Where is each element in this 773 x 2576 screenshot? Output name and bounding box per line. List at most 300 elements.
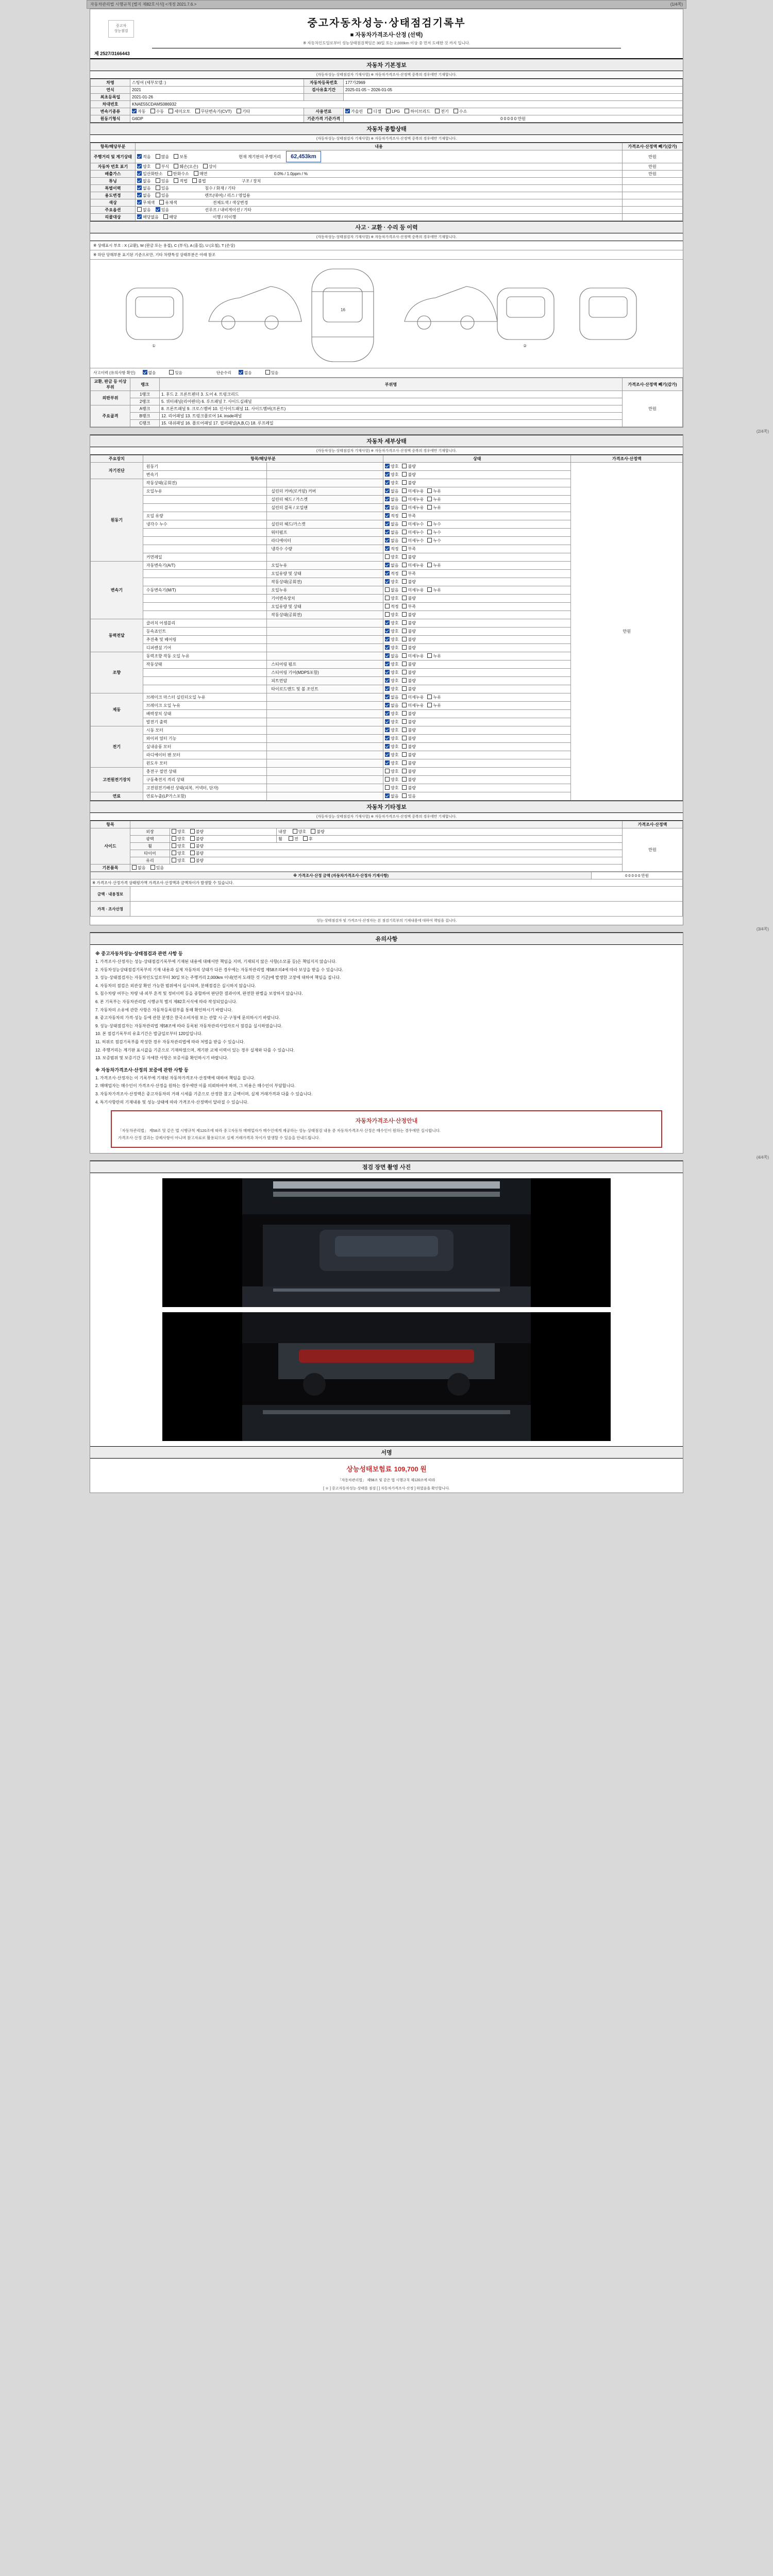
detail-group-8: 연료 (91, 792, 143, 801)
detail-subitem: 스티어링 펌프 (267, 660, 383, 669)
checkbox-icon[interactable] (402, 645, 407, 650)
etc-ext-good[interactable]: 양호 (172, 829, 185, 834)
mileage-opt-low[interactable]: 적음 (137, 155, 150, 159)
checkbox-icon[interactable] (402, 777, 407, 782)
checkbox-icon[interactable] (402, 653, 407, 658)
detail-option[interactable] (385, 761, 398, 766)
etc-wheel-rear[interactable]: 후 (303, 837, 313, 841)
fuel-option-gasoline[interactable]: 가솔린 (345, 109, 363, 114)
detail-option[interactable] (385, 654, 398, 658)
plate-opt-rust[interactable]: 부식 (156, 164, 169, 169)
detail-option-label: 누유 (433, 505, 441, 510)
detail-option[interactable] (385, 505, 398, 510)
checkbox-icon[interactable] (402, 760, 407, 765)
detail-option[interactable] (402, 744, 415, 749)
fuel-option-hydrogen[interactable]: 수소 (453, 109, 467, 114)
detail-option[interactable] (385, 662, 398, 667)
checkbox-icon[interactable] (385, 497, 390, 501)
detail-option[interactable] (385, 472, 398, 477)
detail-option[interactable] (402, 629, 415, 634)
detail-option[interactable] (385, 514, 398, 518)
detail-option[interactable] (402, 736, 415, 741)
checkbox-icon[interactable] (385, 678, 390, 683)
plate-opt-different[interactable]: 상이 (203, 164, 216, 169)
table-row (91, 214, 683, 221)
checkbox-icon[interactable] (385, 596, 390, 600)
detail-option[interactable] (402, 786, 415, 790)
tuning-opt-legal[interactable]: 적법 (174, 179, 187, 183)
special-opt-yes[interactable]: 있음 (156, 186, 169, 191)
detail-option[interactable] (427, 588, 441, 592)
checkbox-icon[interactable] (427, 653, 432, 658)
price-row-label-0: 금액 · 내용정보 (91, 887, 130, 902)
detail-option[interactable] (402, 703, 424, 708)
accident-q2-none[interactable]: 없음 (239, 370, 258, 375)
detail-option-label: 없음 (391, 794, 399, 799)
detail-state (383, 751, 571, 759)
checkbox-icon[interactable] (385, 629, 390, 633)
checkbox-icon[interactable] (402, 637, 407, 641)
checkbox-icon[interactable] (402, 662, 407, 666)
detail-option[interactable] (402, 728, 415, 733)
parts-list-4: 15. 대쉬패널 16. 플로어패널 17. 필러패널(A,B,C) 18. 루프레일 (160, 420, 623, 427)
overall-price-2: 만원 (623, 171, 683, 178)
notice-warning-box (111, 1110, 662, 1148)
tuning-opt-none[interactable]: 없음 (137, 179, 150, 183)
section-photos-title: 점검 장면 촬영 사진 (90, 1161, 683, 1173)
overall-price-5 (623, 192, 683, 199)
table-row (91, 391, 683, 398)
detail-option[interactable] (385, 687, 398, 691)
car-damage-diagram[interactable] (90, 260, 683, 368)
checkbox-icon[interactable] (385, 620, 390, 625)
detail-option-label: 미세누유 (408, 588, 424, 592)
detail-state (383, 660, 571, 669)
checkbox-icon[interactable] (385, 521, 390, 526)
etc-tire-good[interactable]: 양호 (172, 851, 185, 856)
detail-item: 추진축 및 베어링 (143, 636, 267, 644)
detail-option[interactable] (402, 687, 415, 691)
accident-q1-yes[interactable]: 있음 (169, 370, 189, 375)
checkbox-icon[interactable] (402, 727, 407, 732)
detail-state (383, 685, 571, 693)
detail-option[interactable] (402, 695, 424, 700)
sheet-page-4 (90, 1160, 683, 1493)
plate-opt-good[interactable]: 양호 (137, 164, 150, 169)
detail-option[interactable] (402, 538, 424, 543)
detail-option[interactable] (427, 497, 441, 502)
fuel-option-diesel[interactable]: 디젤 (367, 109, 381, 114)
notice-item-a-8: 9. 성능·상태점검자는 자동차관리법 제58조에 따라 등록된 자동차관리사업자로서 점검을 실시하였습니다. (95, 1023, 282, 1028)
checkbox-icon[interactable] (385, 694, 390, 699)
checkbox-icon[interactable] (402, 472, 407, 477)
etc-polish-bad[interactable]: 불량 (190, 837, 204, 841)
detail-option[interactable] (385, 547, 398, 551)
detail-option[interactable] (385, 794, 398, 799)
detail-subitem (267, 644, 383, 652)
detail-option[interactable] (385, 753, 398, 757)
options-opt-none[interactable]: 없음 (137, 208, 150, 212)
etc-int-bad[interactable]: 불량 (311, 829, 324, 834)
detail-option[interactable] (402, 621, 415, 625)
detail-option[interactable] (385, 596, 398, 601)
detail-option[interactable] (385, 670, 398, 675)
checkbox-icon[interactable] (402, 670, 407, 674)
etc-base-none[interactable]: 없음 (132, 866, 145, 870)
table-row (91, 150, 683, 163)
detail-option[interactable] (402, 679, 415, 683)
fuel-option-lpg[interactable]: LPG (386, 109, 400, 114)
fuel-option-hybrid[interactable]: 하이브리드 (405, 109, 430, 114)
detail-option[interactable] (402, 794, 415, 799)
detail-state (383, 603, 571, 611)
svg-text:16: 16 (341, 308, 345, 312)
detail-option[interactable] (402, 530, 424, 535)
detail-item: 시동 모터 (143, 726, 267, 735)
detail-option[interactable] (402, 662, 415, 667)
checkbox-icon[interactable] (402, 769, 407, 773)
checkbox-icon[interactable] (402, 604, 407, 608)
checkbox-icon[interactable] (402, 596, 407, 600)
detail-option[interactable] (427, 703, 441, 708)
detail-option[interactable] (427, 489, 441, 494)
checkbox-icon[interactable] (402, 513, 407, 518)
detail-option[interactable] (402, 711, 415, 716)
overall-name-2: 배출가스 (91, 171, 136, 178)
checkbox-icon[interactable] (385, 530, 390, 534)
checkbox-icon[interactable] (402, 554, 407, 559)
checkbox-icon[interactable] (385, 719, 390, 724)
recall-opt-na[interactable]: 해당없음 (137, 215, 159, 219)
detail-option[interactable] (402, 472, 415, 477)
detail-option[interactable] (402, 481, 415, 485)
etc-tire-bad[interactable]: 불량 (190, 851, 204, 856)
checkbox-icon[interactable] (402, 793, 407, 798)
checkbox-icon[interactable] (385, 793, 390, 798)
etc-wheel-bad[interactable]: 불량 (190, 844, 204, 849)
detail-option[interactable] (385, 744, 398, 749)
checkbox-icon[interactable] (402, 538, 407, 543)
detail-option[interactable] (427, 654, 441, 658)
etc-int-good[interactable]: 양호 (293, 829, 306, 834)
checkbox-icon[interactable] (385, 554, 390, 559)
detail-option[interactable] (385, 571, 398, 576)
detail-item: 연료누출(LP가스포함) (143, 792, 267, 801)
detail-option-label: 불량 (408, 744, 416, 749)
checkbox-icon[interactable] (402, 620, 407, 625)
checkbox-icon[interactable] (427, 497, 432, 501)
detail-option[interactable] (427, 522, 441, 527)
detail-option[interactable] (385, 563, 398, 568)
gear-option-manual[interactable]: 수동 (150, 109, 164, 114)
detail-option[interactable] (385, 530, 398, 535)
checkbox-icon[interactable] (427, 530, 432, 534)
detail-option[interactable] (385, 720, 398, 724)
etc-polish-good[interactable]: 양호 (172, 837, 185, 841)
detail-option[interactable] (402, 646, 415, 650)
detail-option-label: 적정 (391, 604, 399, 609)
checkbox-icon[interactable] (385, 670, 390, 674)
color-opt-achromatic[interactable]: 무채색 (137, 200, 155, 205)
detail-state (383, 553, 571, 562)
detail-option[interactable] (385, 481, 398, 485)
checkbox-icon[interactable] (427, 521, 432, 526)
checkbox-icon[interactable] (385, 546, 390, 551)
detail-option[interactable] (385, 786, 398, 790)
detail-option[interactable] (402, 547, 415, 551)
detail-option[interactable] (385, 629, 398, 634)
checkbox-icon[interactable] (402, 563, 407, 567)
checkbox-icon[interactable] (385, 538, 390, 543)
detail-option[interactable] (402, 497, 424, 502)
detail-option[interactable] (385, 769, 398, 774)
detail-option[interactable] (402, 613, 415, 617)
checkbox-icon[interactable] (402, 587, 407, 592)
checkbox-icon[interactable] (402, 744, 407, 749)
detail-option[interactable] (385, 604, 398, 609)
checkbox-icon[interactable] (385, 604, 390, 608)
detail-item (143, 504, 267, 512)
checkbox-icon[interactable] (385, 464, 390, 468)
checkbox-icon[interactable] (402, 497, 407, 501)
detail-option[interactable] (402, 580, 415, 584)
basic-value-2: 2021-01-26 (130, 94, 304, 101)
gear-option-cvt[interactable]: 무단변속기(CVT) (195, 109, 232, 114)
checkbox-icon[interactable] (427, 538, 432, 543)
detail-option[interactable] (402, 514, 415, 518)
detail-option-label: 미세누수 (408, 538, 424, 543)
tuning-opt-illegal[interactable]: 불법 (192, 179, 206, 183)
etc-ext-bad[interactable]: 불량 (190, 829, 204, 834)
detail-option[interactable] (402, 464, 415, 469)
checkbox-icon[interactable] (385, 587, 390, 592)
detail-option[interactable] (402, 637, 415, 642)
checkbox-icon[interactable] (385, 653, 390, 658)
checkbox-icon[interactable] (385, 662, 390, 666)
usechange-opt-yes[interactable]: 있음 (156, 193, 169, 198)
checkbox-icon[interactable] (385, 612, 390, 617)
photo-container-bottom (90, 1312, 683, 1446)
detail-option[interactable] (385, 736, 398, 741)
detail-option[interactable] (402, 753, 415, 757)
checkbox-icon[interactable] (402, 480, 407, 485)
checkbox-icon[interactable] (427, 505, 432, 510)
checkbox-icon[interactable] (402, 464, 407, 468)
checkbox-icon[interactable] (385, 727, 390, 732)
options-opt-yes[interactable]: 있음 (156, 208, 169, 212)
checkbox-icon[interactable] (402, 505, 407, 510)
checkbox-icon[interactable] (402, 488, 407, 493)
fuel-option-electric[interactable]: 전기 (435, 109, 448, 114)
detail-option[interactable] (402, 761, 415, 766)
detail-option[interactable] (385, 588, 398, 592)
etc-base-yes[interactable]: 있음 (150, 866, 164, 870)
detail-option-label: 누유 (433, 654, 441, 658)
detail-option[interactable] (385, 580, 398, 584)
checkbox-icon[interactable] (402, 703, 407, 707)
checkbox-icon[interactable] (402, 678, 407, 683)
mileage-opt-high[interactable]: 많음 (156, 155, 169, 159)
usechange-opt-none[interactable]: 없음 (137, 193, 150, 198)
checkbox-icon[interactable] (427, 587, 432, 592)
basic-label-3: 차대번호 (91, 101, 130, 108)
detail-option[interactable] (427, 505, 441, 510)
detail-option[interactable] (402, 596, 415, 601)
detail-option[interactable] (385, 646, 398, 650)
checkbox-icon[interactable] (385, 703, 390, 707)
detail-option[interactable] (402, 777, 415, 782)
detail-option[interactable] (427, 530, 441, 535)
detail-option[interactable] (385, 555, 398, 560)
detail-option[interactable] (427, 695, 441, 700)
detail-option[interactable] (402, 555, 415, 560)
checkbox-icon[interactable] (402, 785, 407, 790)
gear-option-auto[interactable]: 자동 (132, 109, 145, 114)
detail-option[interactable] (385, 695, 398, 700)
checkbox-icon[interactable] (385, 711, 390, 716)
detail-option-label: 양호 (391, 777, 399, 782)
emission-opt-co[interactable]: 일산화탄소 (137, 172, 163, 176)
mileage-opt-normal[interactable]: 보통 (174, 155, 187, 159)
checkbox-icon[interactable] (402, 530, 407, 534)
detail-option[interactable] (402, 505, 424, 510)
checkbox-icon[interactable] (402, 571, 407, 575)
detail-option[interactable] (402, 571, 415, 576)
checkbox-icon[interactable] (402, 719, 407, 724)
detail-option[interactable] (385, 703, 398, 708)
checkbox-icon[interactable] (385, 579, 390, 584)
checkbox-icon[interactable] (385, 505, 390, 510)
accident-legend-line1: ※ 상태표시 부호 : X (교환), W (판금 또는 용접), C (부식), A (흠집), U (요철), T (손상) (90, 241, 683, 250)
detail-option[interactable] (385, 777, 398, 782)
basic-label2-1: 검사유효기간 (304, 87, 344, 94)
overall-content-7 (136, 207, 623, 214)
emission-opt-hc[interactable]: 탄화수소 (167, 172, 189, 176)
detail-option[interactable] (402, 769, 415, 774)
detail-option[interactable] (385, 522, 398, 527)
header-spacer (621, 9, 683, 48)
detail-option[interactable] (427, 563, 441, 568)
checkbox-icon[interactable] (402, 579, 407, 584)
checkbox-icon[interactable] (402, 629, 407, 633)
accident-q1-none[interactable]: 없음 (143, 370, 162, 375)
checkbox-icon[interactable] (385, 513, 390, 518)
detail-option[interactable] (402, 720, 415, 724)
recall-opt-yes[interactable]: 해당 (163, 215, 177, 219)
checkbox-icon[interactable] (402, 752, 407, 757)
emission-opt-smoke[interactable]: 매연 (194, 172, 207, 176)
detail-option-label: 양호 (391, 464, 399, 469)
etc-wheel-good[interactable]: 양호 (172, 844, 185, 849)
detail-option[interactable] (385, 728, 398, 733)
checkbox-icon[interactable] (385, 785, 390, 790)
detail-subitem: 냉각수 수량 (267, 545, 383, 553)
detail-option-label: 없음 (391, 489, 399, 494)
checkbox-icon[interactable] (402, 686, 407, 691)
gear-option-other[interactable]: 기타 (237, 109, 250, 114)
special-opt-none[interactable]: 없음 (137, 186, 150, 191)
engine-value: G6DP (130, 115, 304, 123)
accident-q2-yes[interactable]: 있음 (265, 370, 285, 375)
detail-option[interactable] (385, 711, 398, 716)
checkbox-icon[interactable] (402, 736, 407, 740)
detail-option[interactable] (385, 497, 398, 502)
detail-option[interactable] (385, 489, 398, 494)
detail-group-4: 조향 (91, 652, 143, 693)
detail-option[interactable] (385, 464, 398, 469)
detail-option[interactable] (385, 538, 398, 543)
detail-option[interactable] (402, 563, 424, 568)
notice-item-a-1: 2. 자동차성능상태점검기록부의 기재 내용과 실제 자동차의 상태가 다른 경우에는 자동차관리법 제58조의4에 따라 보상을 받을 수 있습니다. (95, 967, 343, 972)
detail-state (383, 562, 571, 570)
checkbox-icon[interactable] (385, 736, 390, 740)
gear-option-semiauto[interactable]: 세미오토 (169, 109, 190, 114)
checkbox-icon[interactable] (385, 645, 390, 650)
price-row-label-1: 가격 · 조사산정 (91, 902, 130, 917)
checkbox-icon[interactable] (402, 711, 407, 716)
checkbox-icon[interactable] (402, 546, 407, 551)
checkbox-icon[interactable] (385, 472, 390, 477)
detail-option[interactable] (402, 489, 424, 494)
detail-option[interactable] (385, 679, 398, 683)
detail-option-label: 없음 (391, 654, 399, 658)
checkbox-icon[interactable] (427, 694, 432, 699)
document-header (90, 9, 683, 48)
checkbox-icon[interactable] (385, 488, 390, 493)
parts-label-outer: 외판부위 (91, 391, 130, 405)
detail-option-label: 양호 (391, 555, 399, 560)
etc-wheel-front[interactable]: 전 (289, 837, 298, 841)
color-opt-chromatic[interactable]: 유채색 (159, 200, 177, 205)
detail-option[interactable] (402, 522, 424, 527)
checkbox-icon[interactable] (385, 563, 390, 567)
detail-group-5: 제동 (91, 693, 143, 726)
detail-option[interactable] (402, 588, 424, 592)
detail-option[interactable] (402, 654, 424, 658)
checkbox-icon[interactable] (402, 612, 407, 617)
detail-option[interactable] (402, 604, 415, 609)
detail-option[interactable] (402, 670, 415, 675)
checkbox-icon[interactable] (385, 686, 390, 691)
page-number-4: (4/4쪽) (756, 1155, 769, 1160)
tuning-opt-yes[interactable]: 있음 (156, 179, 169, 183)
checkbox-icon[interactable] (427, 703, 432, 707)
price-summary-title: ※ 가격조사·산정 금액 (자동차가격조사·산정자 기재사항) (91, 872, 592, 879)
detail-item (143, 685, 267, 693)
checkbox-icon[interactable] (385, 637, 390, 641)
checkbox-icon[interactable] (385, 777, 390, 782)
checkbox-icon[interactable] (385, 760, 390, 765)
etc-glass-good[interactable]: 양호 (172, 858, 185, 863)
checkbox-icon[interactable] (402, 694, 407, 699)
checkbox-icon[interactable] (427, 563, 432, 567)
checkbox-icon[interactable] (385, 480, 390, 485)
detail-option[interactable] (385, 637, 398, 642)
detail-option[interactable] (427, 538, 441, 543)
etc-glass-bad[interactable]: 불량 (190, 858, 204, 863)
checkbox-icon[interactable] (402, 521, 407, 526)
detail-item (143, 537, 267, 545)
etc-label-2: 휠 (130, 843, 170, 850)
detail-option[interactable] (385, 621, 398, 625)
checkbox-icon[interactable] (385, 769, 390, 773)
checkbox-icon[interactable] (385, 752, 390, 757)
checkbox-icon[interactable] (385, 571, 390, 575)
detail-option[interactable] (385, 613, 398, 617)
checkbox-icon[interactable] (385, 744, 390, 749)
checkbox-icon[interactable] (427, 488, 432, 493)
plate-opt-damage[interactable]: 훼손(오손) (174, 164, 198, 169)
